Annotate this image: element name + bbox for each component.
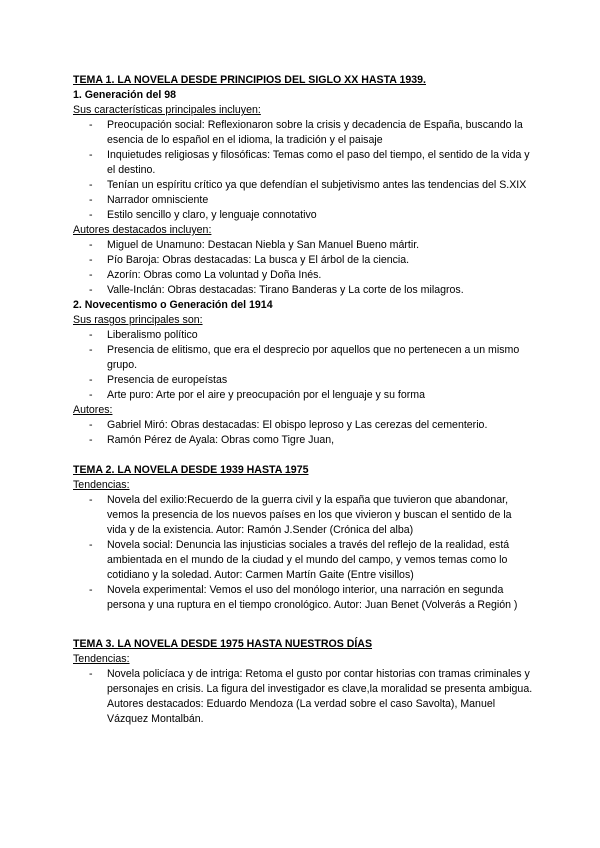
tema2-title: TEMA 2. LA NOVELA DESDE 1939 HASTA 1975 xyxy=(73,464,309,476)
list-item xyxy=(73,238,533,253)
list-item xyxy=(73,388,533,403)
bullet-dash: - xyxy=(89,419,93,431)
tendencias-label: Tendencias: xyxy=(73,479,130,491)
list-item-text: Novela del exilio:Recuerdo de la guerra civil y la españa que tuvieron que abandonar, vemos la presencia de los nuevos países en los que vivieron y buscan el sentido de la vida y de la existencia. Autor: Ramón J.Sender (Crónica del alba) xyxy=(107,494,512,536)
list-item-text: Arte puro: Arte por el aire y preocupación por el lenguaje y su forma xyxy=(107,389,425,401)
tema3-title: TEMA 3. LA NOVELA DESDE 1975 HASTA NUESTROS DÍAS xyxy=(73,638,373,650)
authors2-list xyxy=(73,418,533,448)
list-item-text: Azorín: Obras como La voluntad y Doña Inés. xyxy=(107,269,322,281)
document-body xyxy=(73,73,533,727)
list-item-text: Tenían un espíritu crítico ya que defendían el subjetivismo antes las tendencias del S.XIX xyxy=(107,179,527,191)
list-item xyxy=(73,328,533,343)
bullet-dash: - xyxy=(89,194,93,206)
list-item xyxy=(73,667,533,727)
bullet-dash: - xyxy=(89,434,93,446)
list-item xyxy=(73,583,533,613)
bullet-dash: - xyxy=(89,284,93,296)
list-item-text: Gabriel Miró: Obras destacadas: El obispo leproso y Las cerezas del cementerio. xyxy=(107,419,488,431)
list-item-text: Novela policíaca y de intriga: Retoma el gusto por contar historias con tramas criminales y personajes en crisis. La figura del investigador es clave,la moralidad se presenta ambigua. xyxy=(107,668,533,695)
list-item-text: Novela experimental: Vemos el uso del monólogo interior, una narración en segunda persona y una ruptura en el tiempo cronológico. Autor: Juan Benet (Volverás a Región ) xyxy=(107,584,518,611)
bullet-dash: - xyxy=(89,344,93,356)
bullet-dash: - xyxy=(89,119,93,131)
bullet-dash: - xyxy=(89,389,93,401)
list-item-text: Presencia de europeístas xyxy=(107,374,228,386)
tema1-title: TEMA 1. LA NOVELA DESDE PRINCIPIOS DEL SIGLO XX HASTA 1939. xyxy=(73,74,426,86)
authors2-label: Autores: xyxy=(73,404,113,416)
traits-list xyxy=(73,328,533,403)
list-item-text: Ramón Pérez de Ayala: Obras como Tigre Juan, xyxy=(107,434,335,446)
bullet-dash: - xyxy=(89,254,93,266)
list-item xyxy=(73,193,533,208)
characteristics-list xyxy=(73,118,533,223)
bullet-dash: - xyxy=(89,179,93,191)
bullet-dash: - xyxy=(89,539,93,551)
bullet-dash: - xyxy=(89,494,93,506)
bullet-dash: - xyxy=(89,209,93,221)
section2-heading: 2. Novecentismo o Generación del 1914 xyxy=(73,299,273,311)
bullet-dash: - xyxy=(89,329,93,341)
list-item-text: Novela social: Denuncia las injusticias sociales a través del reflejo de la realidad, está ambientada en el mundo de la ciudad y el mundo del campo, y vemos temas como lo cotidiano y la soledad. Autor: Carmen Martín Gaite (Entre visillos) xyxy=(107,539,510,581)
list-item-text: Pío Baroja: Obras destacadas: La busca y El árbol de la ciencia. xyxy=(107,254,410,266)
list-item xyxy=(73,253,533,268)
characteristics-label: Sus características principales incluyen: xyxy=(73,104,261,116)
section1-heading: 1. Generación del 98 xyxy=(73,89,177,101)
bullet-dash: - xyxy=(89,239,93,251)
list-item-text: Preocupación social: Reflexionaron sobre la crisis y decadencia de España, buscando la esencia de lo español en el idioma, la tradición y el paisaje xyxy=(107,119,523,146)
list-item xyxy=(73,343,533,373)
traits-label: Sus rasgos principales son: xyxy=(73,314,203,326)
list-item xyxy=(73,148,533,178)
spacer xyxy=(73,613,533,637)
list-item-text: Estilo sencillo y claro, y lenguaje connotativo xyxy=(107,209,317,221)
bullet-dash: - xyxy=(89,668,93,680)
list-item-text: Narrador omnisciente xyxy=(107,194,209,206)
list-item xyxy=(73,178,533,193)
bullet-dash: - xyxy=(89,149,93,161)
list-item xyxy=(73,493,533,538)
list-item xyxy=(73,283,533,298)
list-item-text: Liberalismo político xyxy=(107,329,198,341)
list-item-text: Miguel de Unamuno: Destacan Niebla y San Manuel Bueno mártir. xyxy=(107,239,420,251)
list-item xyxy=(73,268,533,283)
list-item xyxy=(73,538,533,583)
list-item-text: Presencia de elitismo, que era el desprecio por aquellos que no pertenecen a un mismo grupo. xyxy=(107,344,520,371)
authors-note: Autores destacados: Eduardo Mendoza (La verdad sobre el caso Savolta), Manuel Vázquez Montalbán. xyxy=(107,698,496,725)
tema3-list xyxy=(73,667,533,727)
authors-list xyxy=(73,238,533,298)
list-item xyxy=(73,433,533,448)
bullet-dash: - xyxy=(89,374,93,386)
list-item-text: Valle-Inclán: Obras destacadas: Tirano Banderas y La corte de los milagros. xyxy=(107,284,464,296)
bullet-dash: - xyxy=(89,584,93,596)
list-item xyxy=(73,208,533,223)
list-item xyxy=(73,373,533,388)
list-item-text: Inquietudes religiosas y filosóficas: Temas como el paso del tiempo, el sentido de la vida y el destino. xyxy=(107,149,530,176)
tendencias-label: Tendencias: xyxy=(73,653,130,665)
list-item xyxy=(73,118,533,148)
list-item xyxy=(73,418,533,433)
authors-label: Autores destacados incluyen: xyxy=(73,224,212,236)
bullet-dash: - xyxy=(89,269,93,281)
tema2-list xyxy=(73,493,533,613)
spacer xyxy=(73,448,533,463)
